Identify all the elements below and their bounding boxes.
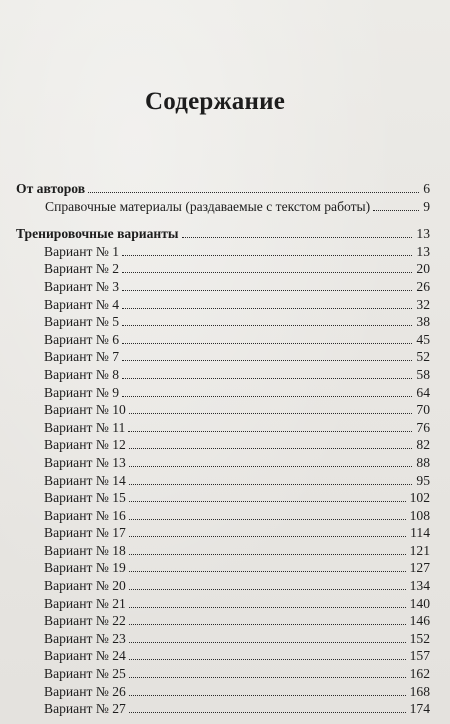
toc-entry-label: Вариант № 26 bbox=[44, 683, 126, 699]
toc-entry-label: Вариант № 17 bbox=[44, 525, 126, 541]
toc-entry-label: Вариант № 24 bbox=[44, 648, 126, 664]
toc-entry-variant bbox=[16, 243, 430, 261]
dot-leader bbox=[129, 536, 406, 537]
dot-leader bbox=[129, 466, 413, 467]
dot-leader bbox=[129, 501, 406, 502]
dot-leader bbox=[129, 448, 413, 449]
dot-leader bbox=[122, 308, 412, 309]
toc-entry-page: 168 bbox=[409, 683, 430, 699]
dot-leader bbox=[129, 642, 406, 643]
toc-entry-page: 134 bbox=[409, 578, 430, 594]
toc-entry-page: 121 bbox=[409, 542, 430, 558]
dot-leader bbox=[129, 695, 406, 696]
toc-entry-page: 146 bbox=[409, 613, 430, 629]
toc-entry-page: 95 bbox=[416, 472, 430, 488]
toc-entry-variant bbox=[16, 348, 430, 366]
toc-entry-label: Вариант № 20 bbox=[44, 578, 126, 594]
toc-entry-label: Вариант № 16 bbox=[44, 507, 126, 523]
dot-leader bbox=[122, 343, 412, 344]
toc-entry-page: 6 bbox=[423, 181, 430, 196]
dot-leader bbox=[129, 712, 406, 713]
toc-entry-page: 64 bbox=[416, 384, 430, 400]
dot-leader bbox=[182, 237, 413, 238]
toc-entry-variant bbox=[16, 313, 430, 331]
toc-entry-label: Вариант № 4 bbox=[44, 296, 119, 312]
toc-entry-variant bbox=[16, 665, 430, 683]
dot-leader bbox=[122, 396, 412, 397]
toc-entry-label: Вариант № 21 bbox=[44, 595, 126, 611]
toc-entry-page: 32 bbox=[416, 296, 430, 312]
section-spacer bbox=[16, 215, 430, 225]
toc-entry-variant bbox=[16, 489, 430, 507]
toc-entry-label: От авторов bbox=[16, 181, 86, 196]
toc-entry-variant bbox=[16, 401, 430, 419]
toc-entry-variant bbox=[16, 472, 430, 490]
dot-leader bbox=[129, 519, 406, 520]
toc-entry-variant bbox=[16, 559, 430, 577]
toc-entry-label: Справочные материалы (раздаваемые с текстом работы) bbox=[45, 198, 371, 214]
toc-entry-page: 127 bbox=[409, 560, 430, 576]
dot-leader bbox=[128, 431, 412, 432]
toc-entry-page: 52 bbox=[416, 349, 430, 365]
toc-entry-label: Вариант № 15 bbox=[44, 490, 126, 506]
toc-entry-label: Вариант № 14 bbox=[44, 472, 126, 488]
dot-leader bbox=[122, 360, 412, 361]
dot-leader bbox=[129, 413, 413, 414]
dot-leader bbox=[129, 607, 406, 608]
page-title: Содержание bbox=[144, 88, 285, 115]
toc-entry-page: 70 bbox=[416, 402, 430, 418]
toc-entry-label: Вариант № 3 bbox=[44, 278, 119, 294]
toc-entry-label: Вариант № 11 bbox=[44, 419, 126, 435]
toc-entry-variant bbox=[16, 278, 430, 296]
toc-entry-label: Тренировочные варианты bbox=[16, 226, 179, 242]
dot-leader bbox=[129, 677, 406, 678]
toc-entry-variant bbox=[16, 384, 430, 402]
toc-entry-variant bbox=[16, 507, 430, 525]
toc-entry-variant bbox=[16, 419, 430, 437]
dot-leader bbox=[122, 325, 412, 326]
toc-entry-page: 108 bbox=[409, 507, 430, 523]
variant-list bbox=[16, 243, 430, 718]
toc-entry-variant bbox=[16, 524, 430, 542]
toc-entry-label: Вариант № 25 bbox=[44, 666, 126, 682]
dot-leader bbox=[373, 210, 419, 211]
toc-entry-page: 157 bbox=[409, 648, 430, 664]
toc-entry-variant bbox=[16, 331, 430, 349]
toc-entry-label: Вариант № 22 bbox=[44, 613, 126, 629]
toc-entry-label: Вариант № 23 bbox=[44, 630, 126, 646]
toc-entry-label: Вариант № 18 bbox=[44, 542, 126, 558]
toc-entry-reference-materials bbox=[16, 198, 430, 216]
toc-entry-variant bbox=[16, 595, 430, 613]
dot-leader bbox=[88, 192, 419, 193]
toc-entry-variant bbox=[16, 366, 430, 384]
dot-leader bbox=[129, 624, 406, 625]
toc-entry-label: Вариант № 1 bbox=[44, 243, 119, 259]
toc-entry-variant bbox=[16, 630, 430, 648]
toc-entry-page: 140 bbox=[409, 595, 430, 611]
toc-entry-page: 162 bbox=[409, 666, 430, 682]
toc-entry-variant bbox=[16, 700, 430, 718]
toc-entry-variant bbox=[16, 436, 430, 454]
toc-entry-page: 152 bbox=[409, 630, 430, 646]
toc-entry-label: Вариант № 13 bbox=[44, 454, 126, 470]
toc-entry-page: 76 bbox=[416, 419, 430, 435]
table-of-contents bbox=[16, 180, 430, 718]
toc-entry-label: Вариант № 2 bbox=[44, 261, 119, 277]
toc-entry-variant bbox=[16, 296, 430, 314]
dot-leader bbox=[122, 255, 412, 256]
toc-entry-variant bbox=[16, 683, 430, 701]
dot-leader bbox=[129, 659, 406, 660]
dot-leader bbox=[129, 554, 406, 555]
toc-entry-label: Вариант № 5 bbox=[44, 314, 119, 330]
toc-entry-page: 13 bbox=[416, 243, 430, 259]
toc-entry-variant bbox=[16, 260, 430, 278]
toc-entry-label: Вариант № 12 bbox=[44, 437, 126, 453]
toc-entry-page: 26 bbox=[416, 278, 430, 294]
dot-leader bbox=[129, 484, 413, 485]
toc-entry-label: Вариант № 8 bbox=[44, 366, 119, 382]
toc-entry-page: 20 bbox=[416, 261, 430, 277]
toc-entry-page: 38 bbox=[416, 314, 430, 330]
toc-entry-label: Вариант № 10 bbox=[44, 402, 126, 418]
toc-entry-training-variants bbox=[16, 225, 430, 243]
toc-entry-page: 9 bbox=[423, 198, 430, 214]
toc-entry-page: 114 bbox=[410, 525, 430, 541]
dot-leader bbox=[122, 290, 412, 291]
toc-entry-page: 88 bbox=[416, 454, 430, 470]
toc-entry-page: 82 bbox=[416, 437, 430, 453]
toc-entry-variant bbox=[16, 612, 430, 630]
toc-entry-label: Вариант № 6 bbox=[44, 331, 119, 347]
toc-entry-label: Вариант № 19 bbox=[44, 560, 126, 576]
toc-entry-label: Вариант № 9 bbox=[44, 384, 119, 400]
toc-entry-label: Вариант № 7 bbox=[44, 349, 119, 365]
dot-leader bbox=[122, 378, 412, 379]
toc-entry-page: 58 bbox=[416, 366, 430, 382]
toc-entry-variant bbox=[16, 577, 430, 595]
toc-entry-page: 45 bbox=[416, 331, 430, 347]
toc-entry-variant bbox=[16, 454, 430, 472]
dot-leader bbox=[129, 571, 406, 572]
toc-entry-page: 102 bbox=[409, 490, 430, 506]
dot-leader bbox=[129, 589, 406, 590]
toc-entry-label: Вариант № 27 bbox=[44, 701, 126, 717]
toc-entry-authors bbox=[16, 180, 430, 198]
toc-entry-variant bbox=[16, 542, 430, 560]
dot-leader bbox=[122, 272, 412, 273]
toc-entry-variant bbox=[16, 647, 430, 665]
toc-entry-page: 13 bbox=[416, 226, 430, 242]
toc-entry-page: 174 bbox=[409, 701, 430, 717]
